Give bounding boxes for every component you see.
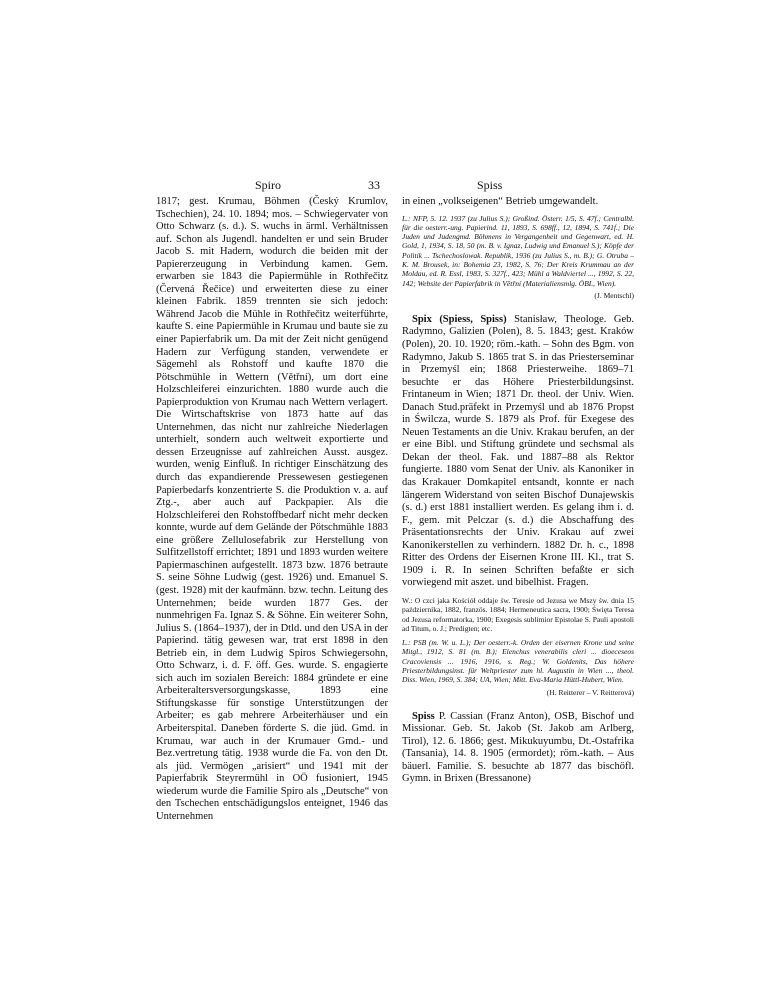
right-column — [402, 196, 634, 786]
lemma-spix: Spix (Spiess, Spiss) — [412, 313, 507, 325]
running-head-right: Spiss — [477, 178, 503, 192]
literature-spix: L.: PSB (m. W. u. L.); Der oesterr.-k. Orden der eisernen Krone und seine Mitgl., 1912, S. 81 (m. B.); Elenchus venerabilis cleri ... dioeceseos Cracoviensis ... 1916, 1916, s. Reg.; W. Goldenits, Das höhere Priesterbildungsinst. für Weltpriester zum hl. Augustin in Wien ..., theol. Diss. Wien, 1969, S. 384; UA, Wien; Mitt. Eva-Maria Hüttl-Hubert, Wien. — [402, 638, 634, 685]
running-head-left: Spiro — [255, 178, 282, 192]
entry-spiss — [402, 711, 634, 786]
entry-spix — [402, 314, 634, 590]
entry-text-spix: Stanisław, Theologe. Geb. Radymno, Galizien (Polen), 8. 5. 1843; gest. Kraków (Polen), 20. 10. 1920; röm.-kath. – Sohn des Bgm. von Radymno, Jakub S. 1865 trat S. in das Priesterseminar in Przemyśl ein; 1868 Priesterweihe. 1869–71 besuchte er das Höhere Priesterbildungsinst. Frintaneum in Wien; 1871 Dr. theol. der Univ. Wien. Danach Stud.präfekt in Przemyśl und ab 1876 Propst in Świlcza, wurde S. 1879 als Prof. für Exegese des Neuen Testaments an die Univ. Krakau berufen, an der er eine Bibl. und Stiftung gründete und sechsmal als Dekan der theol. Fak. und 1887–88 als Rektor fungierte. 1880 vom Senat der Univ. als Kanoniker in das Krakauer Domkapitel entsandt, konnte er nach längerem Widerstand von seiten Bischof Dunajewskis (s. d.) erst 1881 installiert werden. Es gelang ihm i. d. F., gem. mit Pelczar (s. d.) die Abschaffung des Präsentationsrechts der Univ. Krakau auf zwei Kanonikerstellen zu verhindern. 1882 Dr. h. c., 1898 Ritter des Ordens der Eisernen Krone III. Kl., trat S. 1909 i. R. In seinen Schriften befaßte er sich vorwiegend mit aszet. und bibelhist. Fragen. — [402, 313, 634, 589]
lemma-spiss: Spiss — [412, 710, 435, 722]
page-number: 33 — [368, 178, 380, 192]
entry-text-spiro: 1817; gest. Krumau, Böhmen (Český Krumlov, Tschechien), 24. 10. 1894; mos. – Schwiegervater von Otto Schwarz (s. d.). S. wuchs in ärml. Verhältnissen auf. Schon als Jugendl. handelten er und sein Bruder Jacob S. mit Hadern, wodurch die beiden mit der Papiererzeugung in Verbindung kamen. Gem. erwarben sie 1843 die Papiermühle in Rothřečitz (Červená Řečice) und erweiterten diese zu einer kleinen Fabrik. 1859 trennten sie sich jedoch: Während Jacob die Mühle in Rothřečitz weiterführte, kaufte S. eine Papiermühle in Krumau und baute sie zu einer Papierfabrik um. Da mit der Zeit nicht genügend Hadern zur Verfügung standen, verwendete er Sägemehl als Rohstoff und kaufte 1870 die Pötschmühle in Wettern (Větřní), um dort eine Holzschleiferei einzurichten. 1880 wurde auch die Papierproduktion von Krumau nach Wettern verlagert. Die Wirtschaftskrise von 1873 hatte auf das Unternehmen, das nicht nur zahlreiche Niederlagen unterhielt, sondern auch weltweit exportierte und dessen Erzeugnisse auf zahlreichen Ausst. ausgez. wurden, wenig Einfluß. In richtiger Einschätzung des durch das expandierende Pressewesen gestiegenen Papierbedarfs konzentrierte S. die Produktion v. a. auf Ztg.-, aber auch auf Packpapier. Als die Holzschleiferei den Rohstoffbedarf nicht mehr decken konnte, wurde auf dem Gelände der Pötschmühle 1883 eine größere Zellulosefabrik zur Herstellung von Sulfitzellstoff errichtet; 1891 und 1893 wurden weitere Papiermaschinen aufgestellt. 1873 bzw. 1876 betraute S. seine Söhne Ludwig (gest. 1926) und. Emanuel S. (gest. 1928) mit der kaufmänn. bzw. techn. Leitung des Unternehmen; beide wurden 1877 Ges. der nunmehrigen Fa. Ignaz S. & Söhne. Ein weiterer Sohn, Julius S. (1864–1937), der in Dtld. und den USA in der Papierind. tätig gewesen war, trat erst 1898 in den Betrieb ein, in dem Ludwig Spiros Schwiegersohn, Otto Schwarz, i. d. F. öff. Ges. wurde. S. engagierte sich auch im sozialen Bereich: 1884 gründete er eine Arbeiteraltersversorgungskasse, 1893 eine Stiftungskasse für sonstige Unterstützungen der Arbeiter; es gab mehrere Arbeiterhäuser und ein Arbeiterspital. Daneben förderte S. die jüd. Gmd. in Krumau, war auch in der Krumauer Gmd.- und Bez.vertretung tätig. 1938 wurde die Fa. von den Dt. als jüd. Vermögen „arisiert“ und 1941 mit der Papierfabrik Steyrermühl in OÖ fusioniert, 1945 wiederum wurde die Familie Spiro als „Deutsche“ von den Tschechen entschädigungslos enteignet, 1946 das Unternehmen — [156, 196, 389, 822]
entry-text-spiss: P. Cassian (Franz Anton), OSB, Bischof und Missionar. Geb. St. Jakob (St. Jakob am Arlberg, Tirol), 12. 6. 1866; gest. Mikukuyumbu, Dt.-Ostafrika (Tansania), 14. 8. 1905 (ermordet); röm.-kath. – Aus bäuerl. Familie. S. besuchte ab 1877 das bischöfl. Gymn. in Brixen (Bressanone) — [402, 710, 634, 785]
left-column — [156, 196, 388, 823]
literature-spiro: L.: NFP, 5. 12. 1937 (zu Julius S.); Großind. Österr. 1/5, S. 47f.; Centralbl. für die oesterr.-ung. Papierind. 11, 1893, S. 698ff., 12, 1894, S. 741f.; Die Juden und Judengmd. Böhmens in Vergangenheit und Gegenwart, ed. H. Gold, 1, 1934, S. 18, 50 (m. B. v. Ignaz, Ludwig und Emanuel S.); Köpfe der Politik ... Tschechoslowak. Republik, 1936 (zu Julius S., m. B.); G. Otruba – K. M. Brousek, in: Bohemia 23, 1982, S. 76; Der Kreis Krummau an der Moldau, ed. R. Essl, 1983, S. 327f., 423; Mühl a Waldviertel ..., 1992, S. 22, 142; Website der Papierfabrik in Větřní (Materialiensmlg. ÖBL, Wien). — [402, 213, 634, 288]
entry-continuation-spiro: in einen „volkseigenen“ Betrieb umgewandelt. — [402, 196, 599, 207]
works-spix: W.: O czci jaka Kościół oddaje św. Teresie od Jezusa we Mszy św. dnia 15 października, 1882, französ. 1884; Hermeneutica sacra, 1900; Święta Teresa od Jezusa reformatorka, 1900; Exegesis sublimior Epistolae S. Pauli apostoli ad Titum, o. J.; Predigten; etc. — [402, 595, 634, 633]
author-spix: (H. Reitterer – V. Reitterová) — [546, 687, 634, 697]
entry-separator — [402, 300, 634, 314]
entry-separator — [402, 697, 634, 711]
author-spiro: (J. Mentschl) — [594, 290, 634, 300]
